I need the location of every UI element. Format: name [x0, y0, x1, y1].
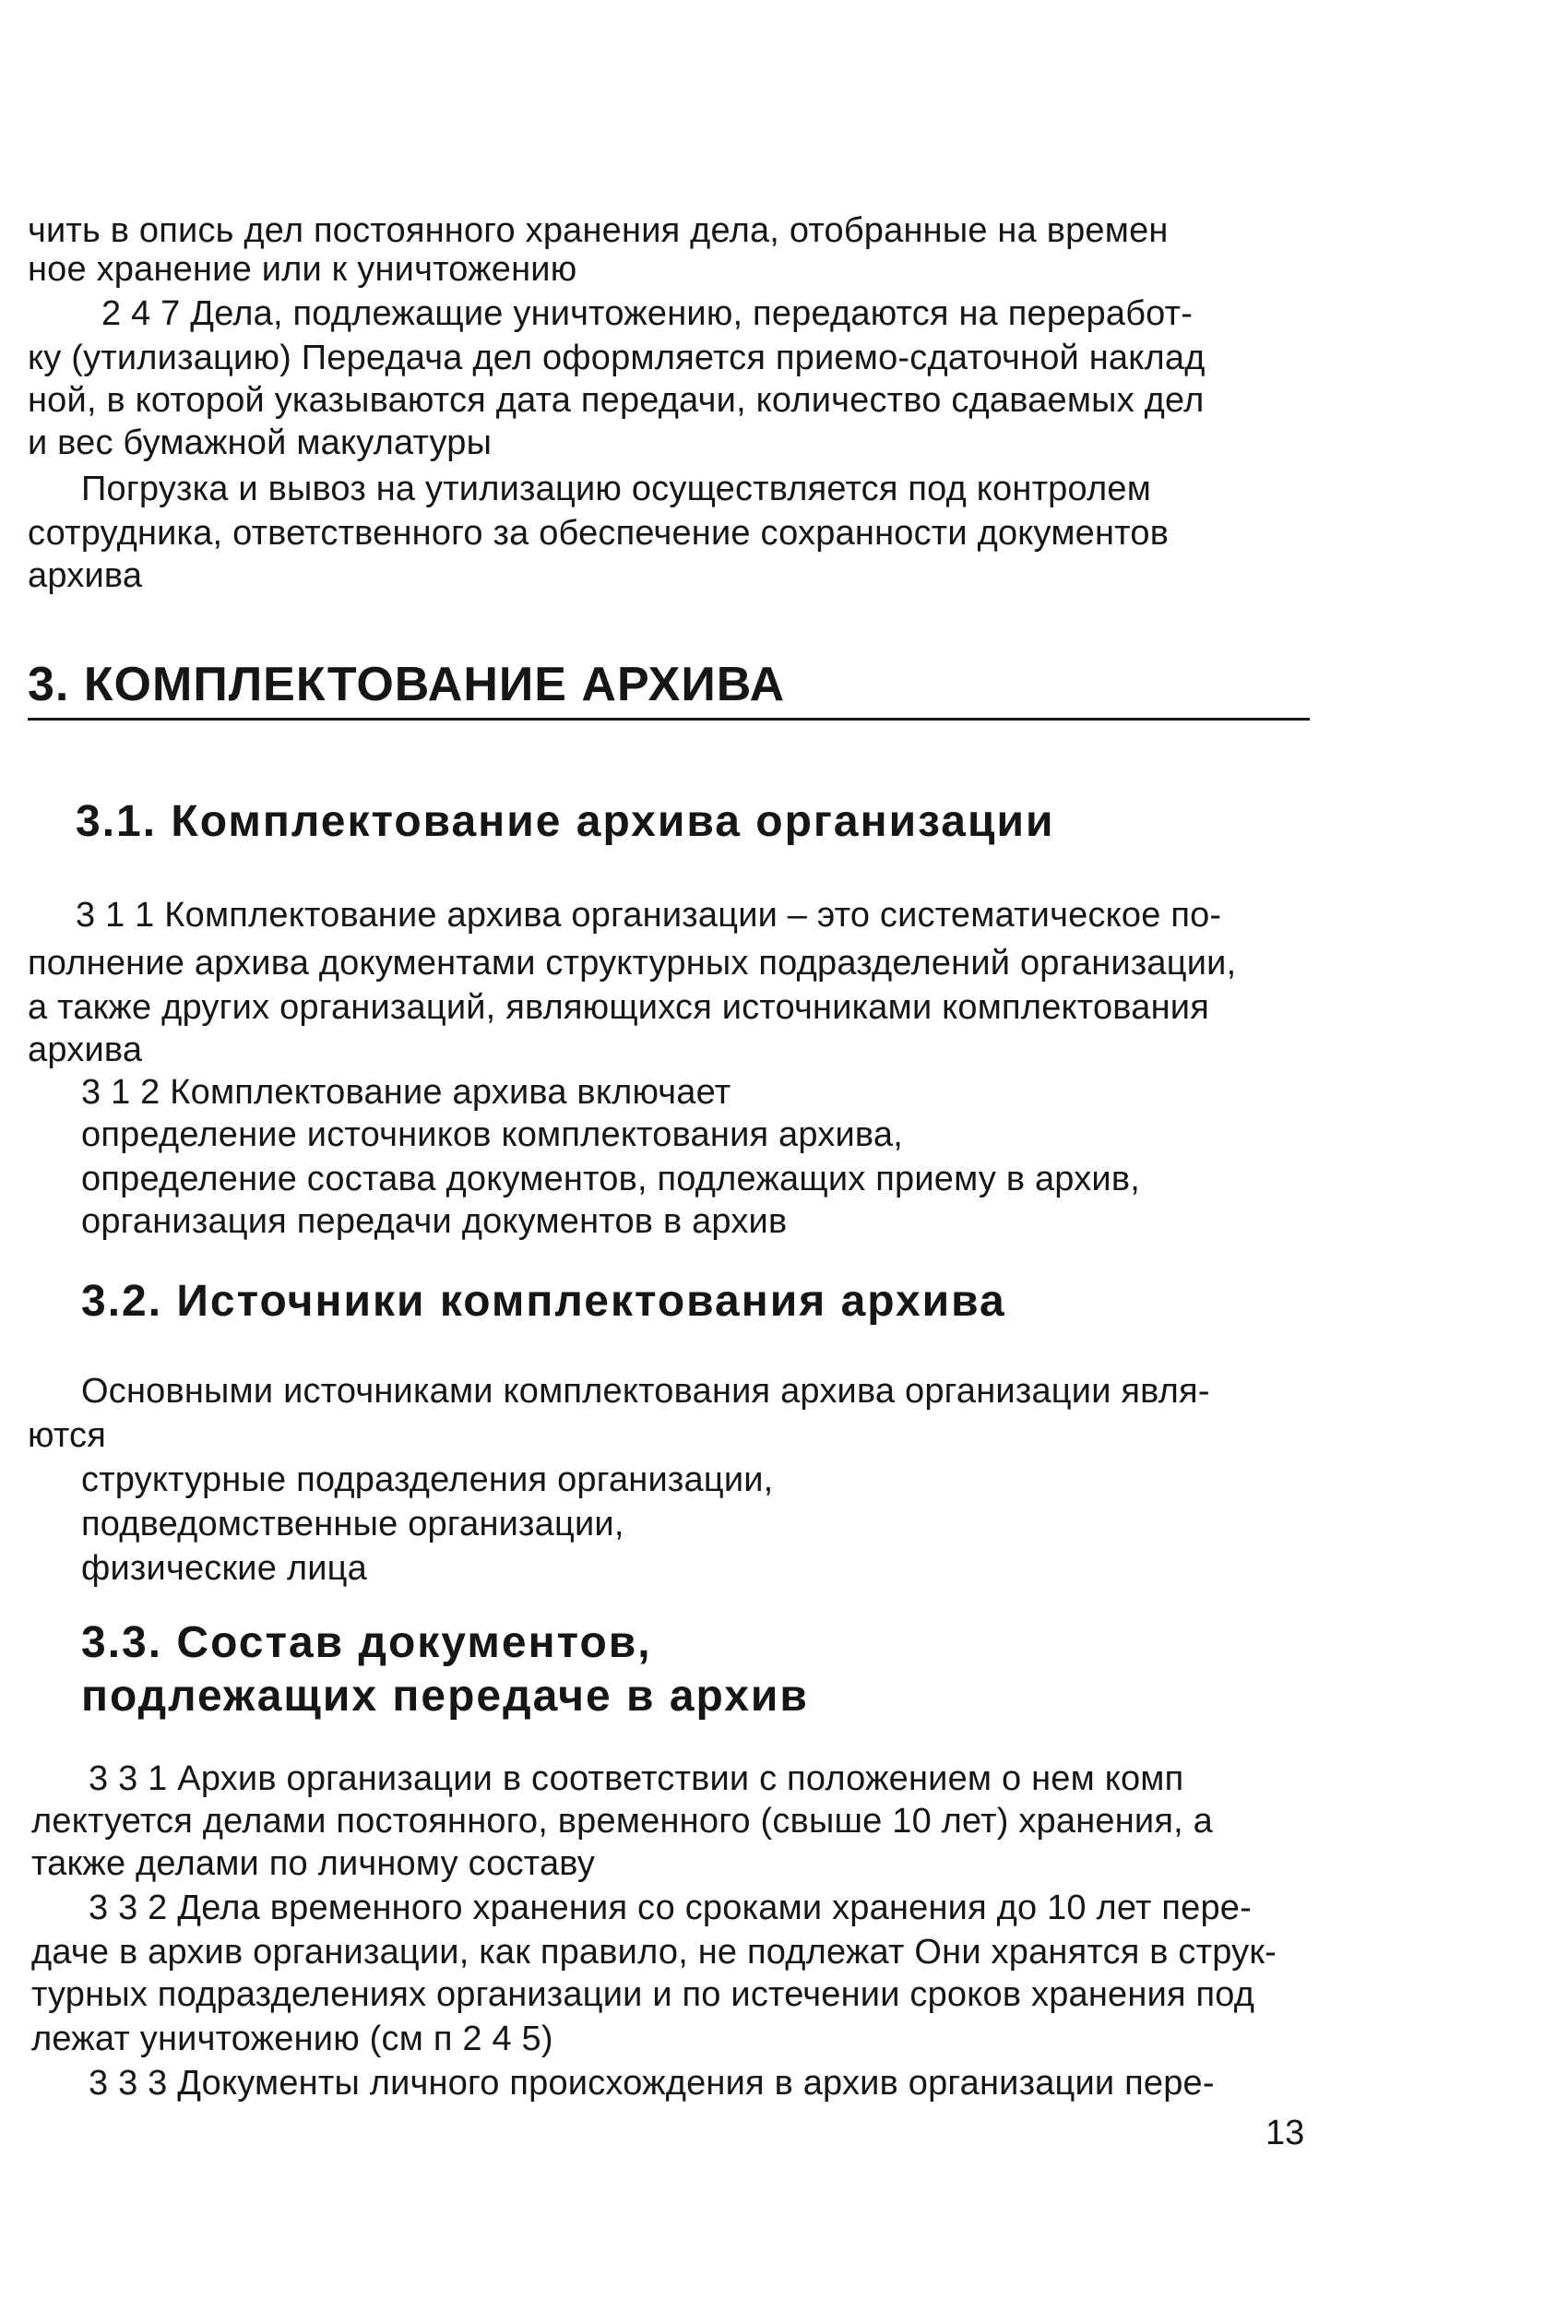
text-line: 3 3 1 Архив организации в соответствии с положением о нем комп: [89, 1759, 1184, 1798]
text-line: даче в архив организации, как правило, не подлежат Они хранятся в струк-: [31, 1933, 1277, 1972]
text-line: полнение архива документами структурных подразделений организации,: [28, 944, 1237, 983]
text-line: 2 4 7 Дела, подлежащие уничтожению, передаются на переработ-: [101, 294, 1194, 333]
text-line: организация передачи документов в архив: [81, 1202, 788, 1241]
page-number: 13: [1265, 2114, 1305, 2152]
text-line: подведомственные организации,: [81, 1505, 624, 1543]
text-line: а также других организаций, являющихся источниками комплектования: [28, 988, 1209, 1027]
text-line: ку (утилизацию) Передача дел оформляется приемо-сдаточной наклад: [28, 339, 1206, 377]
text-line: структурные подразделения организации,: [81, 1460, 774, 1499]
text-line: физические лица: [81, 1549, 367, 1588]
subsection-heading: подлежащих передаче в архив: [81, 1672, 809, 1721]
subsection-heading: 3.3. Состав документов,: [81, 1618, 652, 1667]
text-line: Основными источниками комплектования архива организации явля-: [81, 1372, 1210, 1411]
subsection-heading: 3.2. Источники комплектования архива: [81, 1277, 1006, 1326]
text-line: ное хранение или к уничтожению: [28, 250, 577, 289]
text-line: также делами по личному составу: [31, 1844, 596, 1883]
section-heading: 3. КОМПЛЕКТОВАНИЕ АРХИВА: [28, 657, 1310, 721]
text-line: лежат уничтожению (см п 2 4 5): [31, 2020, 553, 2058]
text-line: архива: [28, 1031, 143, 1069]
text-line: 3 3 3 Документы личного происхождения в архив организации пере-: [89, 2064, 1215, 2103]
text-line: и вес бумажной макулатуры: [28, 423, 493, 462]
text-line: турных подразделениях организации и по истечении сроков хранения под: [31, 1975, 1255, 2014]
text-line: 3 1 1 Комплектование архива организации – это систематическое по-: [76, 896, 1222, 935]
text-line: архива: [28, 556, 143, 595]
text-line: 3 1 2 Комплектование архива включает: [81, 1073, 731, 1112]
text-line: определение источников комплектования архива,: [81, 1115, 903, 1154]
subsection-heading: 3.1. Комплектование архива организации: [76, 797, 1055, 846]
text-line: чить в опись дел постоянного хранения дела, отобранные на времен: [28, 211, 1169, 250]
text-line: лектуется делами постоянного, временного (свыше 10 лет) хранения, а: [31, 1802, 1213, 1841]
text-line: сотрудника, ответственного за обеспечение сохранности документов: [28, 514, 1170, 553]
text-line: ной, в которой указываются дата передачи, количество сдаваемых дел: [28, 381, 1205, 420]
text-line: 3 3 2 Дела временного хранения со сроками хранения до 10 лет пере-: [89, 1889, 1252, 1927]
text-line: ются: [28, 1416, 107, 1455]
text-line: определение состава документов, подлежащих приему в архив,: [81, 1160, 1140, 1198]
text-line: Погрузка и вывоз на утилизацию осуществляется под контролем: [81, 470, 1152, 508]
